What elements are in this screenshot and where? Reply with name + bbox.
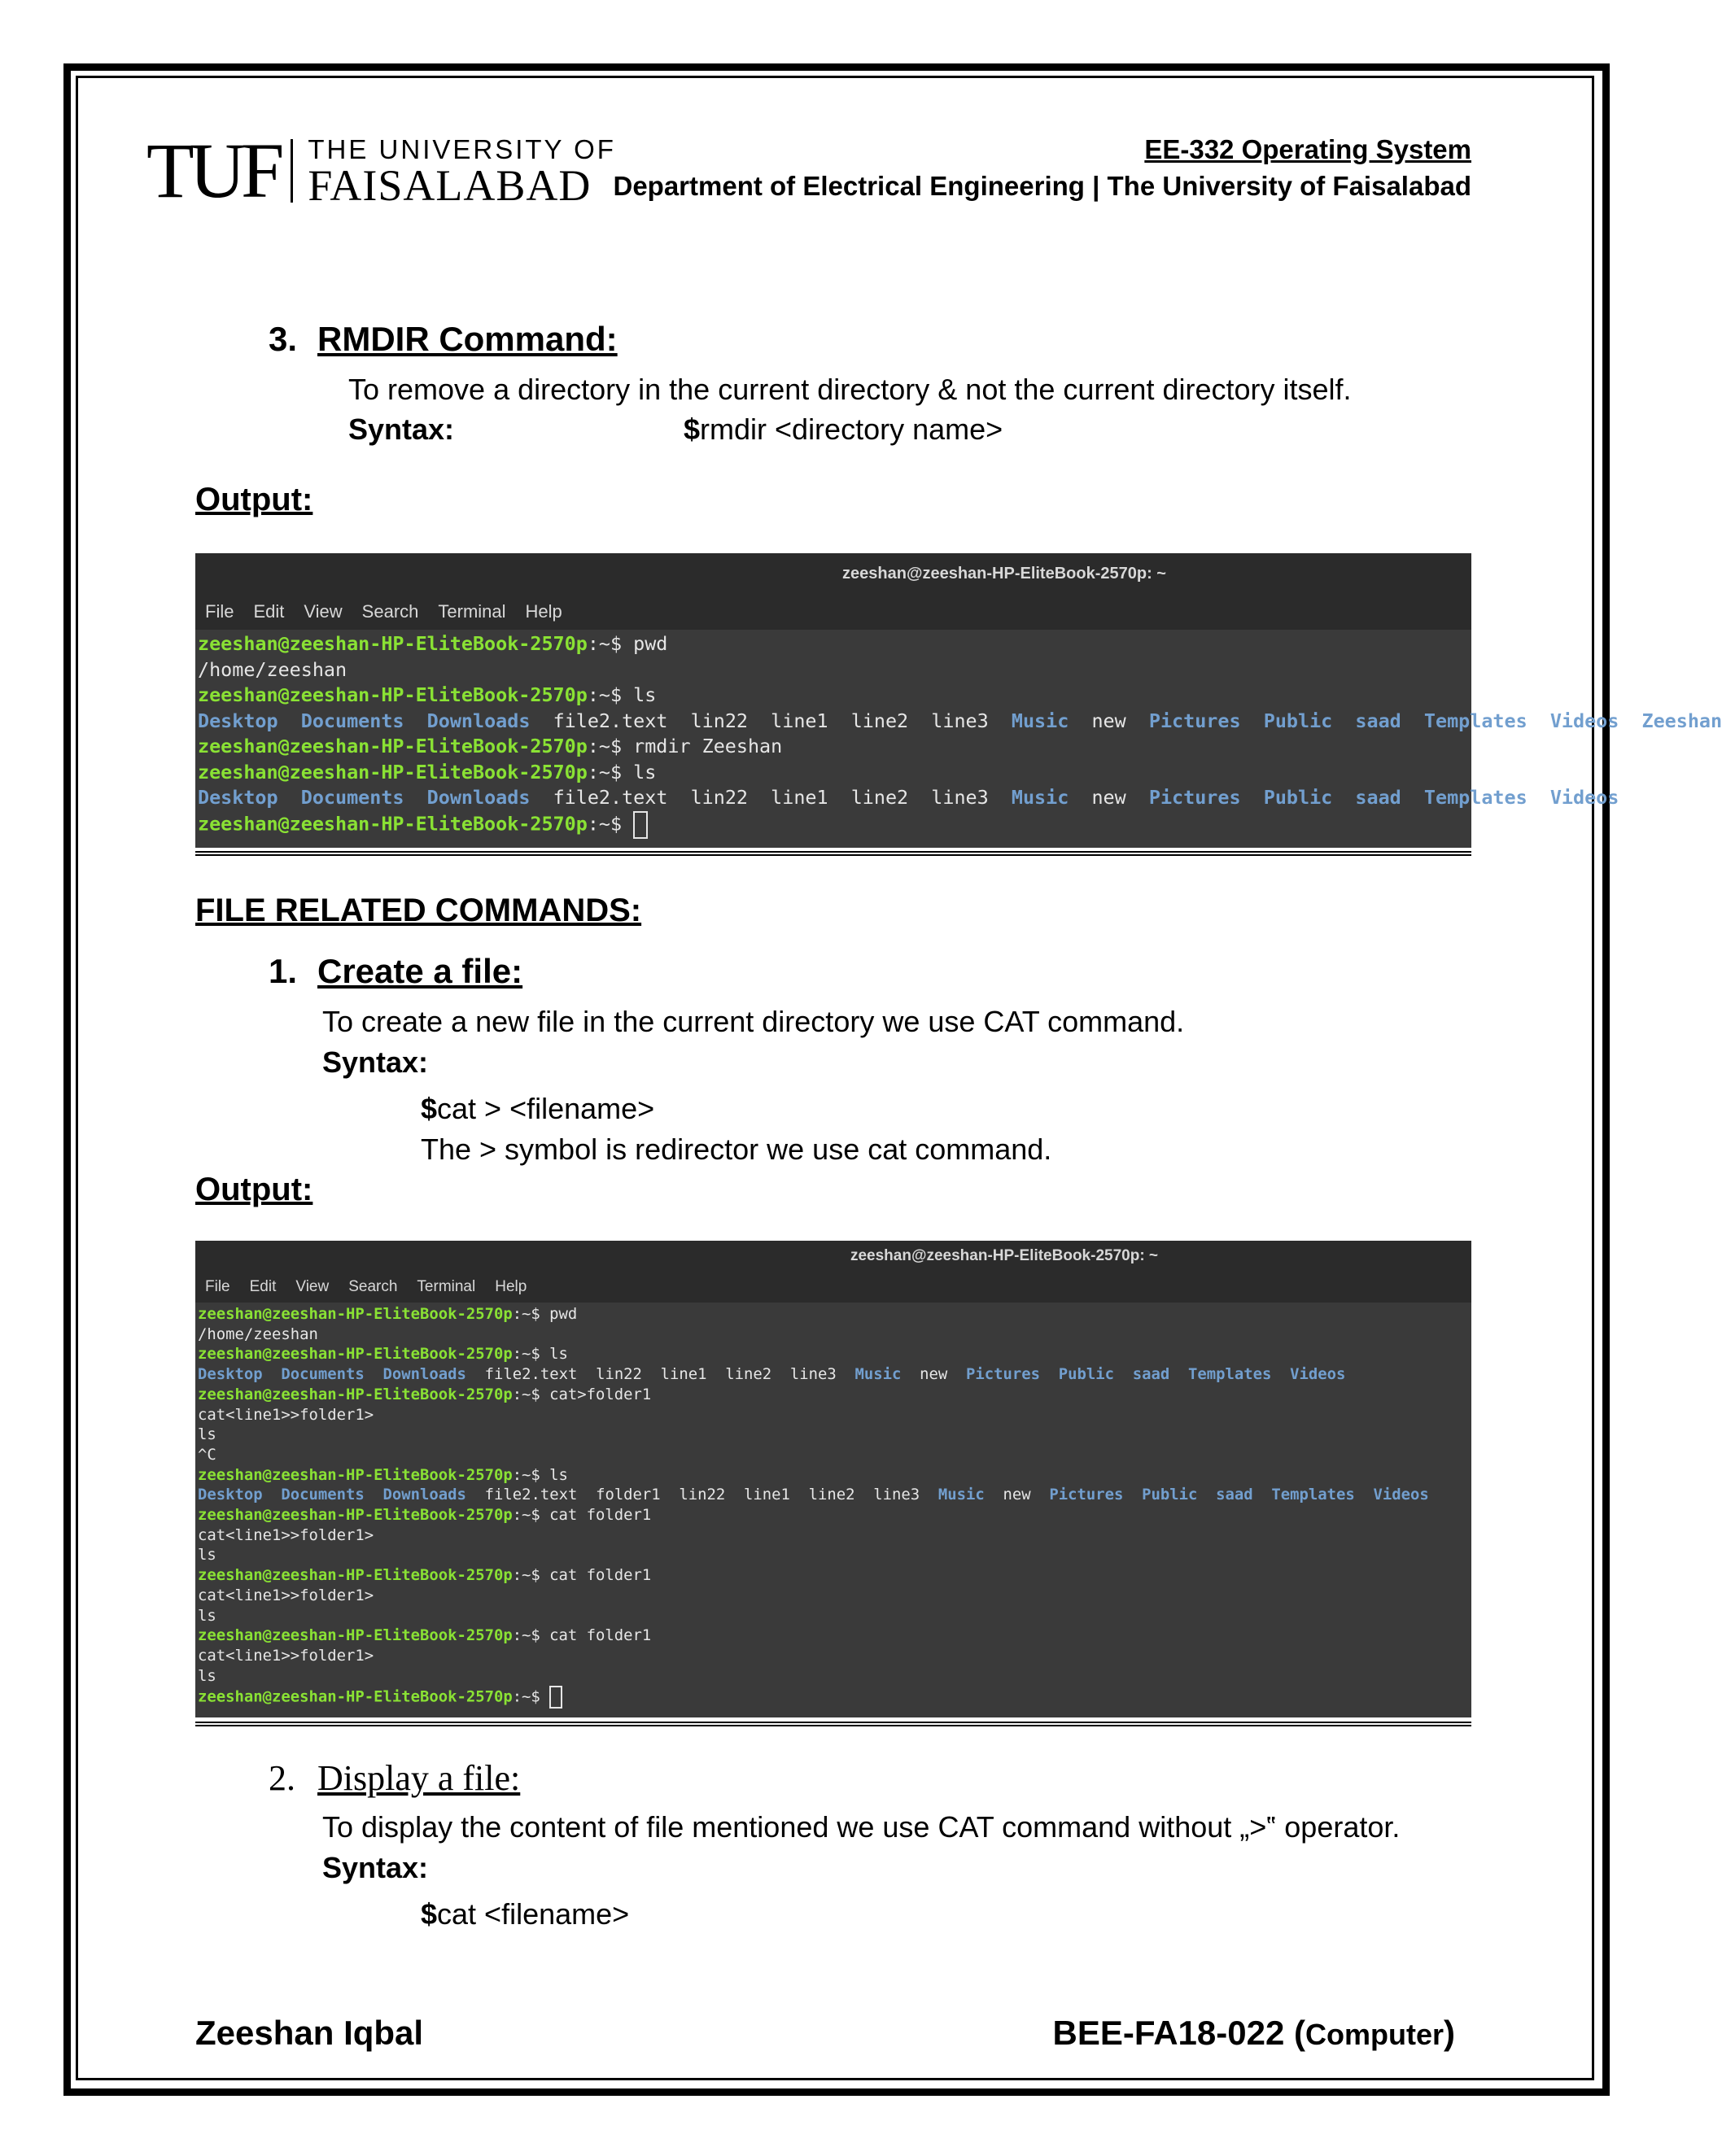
directory-name: Music [854,1365,902,1384]
menu-item-help[interactable]: Help [525,601,562,622]
rmdir-syntax-dollar: $ [684,412,701,446]
terminal-text: file2.text lin22 line1 line2 line3 [465,1365,855,1384]
display-file-heading: Display a file: [317,1758,521,1798]
university-logo [146,127,616,214]
terminal-cursor [549,1686,562,1709]
shell-prompt: zeeshan@zeeshan-HP-EliteBook-2570p [198,632,588,655]
shell-prompt: zeeshan@zeeshan-HP-EliteBook-2570p [198,1385,513,1403]
terminal-text [1332,709,1355,732]
terminal-text [1528,786,1550,809]
shell-prompt: zeeshan@zeeshan-HP-EliteBook-2570p [198,1305,513,1323]
directory-name: saad [1355,709,1401,732]
terminal-text [1114,1365,1133,1383]
terminal-text: :~$ rmdir Zeeshan [587,735,783,757]
directory-name: saad [1216,1486,1253,1504]
terminal-text [1197,1486,1216,1504]
directory-name: saad [1355,786,1401,809]
logo-line-1: THE UNIVERSITY OF [308,134,616,164]
directory-name: Videos [1290,1365,1346,1384]
terminal-line [198,1505,1471,1525]
terminal-line [198,1646,1471,1666]
terminal-text [1332,786,1355,809]
terminal-line [198,1586,1471,1606]
directory-name: saad [1132,1365,1170,1384]
terminal-text [1040,1365,1059,1383]
terminal-line [198,1304,1471,1325]
directory-name: Public [1263,709,1333,732]
menu-item-edit[interactable]: Edit [249,1278,277,1295]
terminal-text: :~$ ls [587,683,657,706]
shell-prompt: zeeshan@zeeshan-HP-EliteBook-2570p [198,760,588,783]
terminal-text: new [984,1486,1050,1504]
terminal-window-1 [195,553,1722,848]
terminal-text: new [1069,786,1149,809]
directory-name: Public [1142,1486,1198,1504]
terminal-window-2 [195,1241,1471,1717]
rmdir-heading: RMDIR Command: [317,320,618,358]
menu-item-edit[interactable]: Edit [253,601,285,622]
terminal-line [198,683,1471,709]
terminal-text [278,709,301,732]
directory-name: Downloads [382,1365,466,1384]
terminal-text: /home/zeeshan [198,1325,318,1343]
terminal-line [198,1626,1471,1646]
display-file-syntax-dollar: $ [421,1897,438,1931]
terminal-line [198,1425,1471,1445]
menu-item-file[interactable]: File [205,1278,230,1295]
terminal-line [198,785,1619,811]
terminal-text: :~$ [512,1687,550,1706]
footer-author: Zeeshan Iqbal [195,2014,424,2052]
directory-name: Templates [1423,786,1528,809]
terminal-text: file2.text folder1 lin22 line1 line2 line3 [465,1486,938,1504]
terminal-output [195,1303,1471,1709]
terminal-text: ls [198,1546,216,1565]
terminal-text [1271,1365,1290,1383]
terminal-text: ls [198,1666,216,1685]
footer-id-program: Computer [1305,2018,1444,2051]
directory-name: Templates [1271,1486,1355,1504]
terminal-text: :~$ ls [512,1345,568,1364]
rmdir-number: 3. [269,320,298,358]
directory-name: Music [1011,709,1069,732]
terminal-line [198,1465,1471,1486]
logo-mark: TUF [146,127,280,214]
terminal-text [1355,1486,1374,1504]
menu-item-view[interactable]: View [295,1278,330,1295]
terminal-titlebar: zeeshan@zeeshan-HP-EliteBook-2570p: ~ [195,1241,1471,1272]
create-file-syntax [421,1092,654,1126]
menu-item-search[interactable]: Search [361,601,419,622]
shell-prompt: zeeshan@zeeshan-HP-EliteBook-2570p [198,1465,513,1484]
directory-name: Documents [281,1486,365,1504]
terminal-text [1241,786,1264,809]
terminal-line [198,734,1471,760]
create-file-number: 1. [269,952,298,990]
footer-registration [1053,2014,1455,2053]
terminal-text [365,1486,383,1504]
terminal-line [198,1545,1471,1565]
menu-item-view[interactable]: View [304,601,343,622]
directory-name: Desktop [198,709,278,732]
terminal-line [198,1686,1471,1709]
divider-rule-2 [195,1722,1471,1726]
terminal-text: file2.text lin22 line1 line2 line3 [530,786,1012,809]
terminal-line [198,1606,1471,1626]
display-file-syntax [421,1897,629,1931]
terminal-text [365,1365,383,1383]
directory-name: Downloads [382,1486,466,1504]
directory-name: Desktop [198,1365,263,1384]
terminal-line [198,631,1471,657]
terminal-text: new [901,1365,967,1384]
terminal-text: :~$ cat folder1 [512,1626,652,1645]
terminal-text: ls [198,1425,216,1444]
terminal-titlebar: zeeshan@zeeshan-HP-EliteBook-2570p: ~ [195,553,1471,594]
create-file-syntax-dollar: $ [421,1092,438,1125]
terminal-line [198,1364,1471,1385]
directory-name: Documents [281,1365,365,1384]
shell-prompt: zeeshan@zeeshan-HP-EliteBook-2570p [198,1506,513,1525]
department-name: Department of Electrical Engineering | The University of Faisalabad [613,171,1471,201]
terminal-text: :~$ cat folder1 [512,1566,652,1585]
rmdir-syntax-label: Syntax: [348,412,455,446]
terminal-text: ^C [198,1445,216,1464]
terminal-text: cat<line1>>folder1> [198,1525,374,1544]
create-file-syntax-label: Syntax: [322,1045,429,1079]
terminal-text [1169,1365,1188,1383]
footer-id: BEE-FA18-022 ( [1052,2014,1305,2052]
terminal-menubar [195,594,1471,630]
terminal-text: cat<line1>>folder1> [198,1405,374,1424]
terminal-output [195,630,1722,839]
terminal-text: :~$ ls [512,1465,568,1484]
terminal-line [198,811,1471,839]
terminal-text [1123,1486,1142,1504]
display-file-syntax-label: Syntax: [322,1851,429,1884]
terminal-line [198,1525,1471,1546]
directory-name: Videos [1549,709,1619,732]
create-file-description: To create a new file in the current directory we use CAT command. [322,1005,1185,1038]
terminal-line [198,1565,1471,1586]
directory-name: Music [937,1486,985,1504]
display-file-number: 2. [269,1758,295,1798]
shell-prompt: zeeshan@zeeshan-HP-EliteBook-2570p [198,683,588,706]
shell-prompt: zeeshan@zeeshan-HP-EliteBook-2570p [198,1345,513,1364]
directory-name: Downloads [426,709,531,732]
menu-item-terminal[interactable]: Terminal [438,601,506,622]
shell-prompt: zeeshan@zeeshan-HP-EliteBook-2570p [198,1566,513,1585]
terminal-line [198,1344,1471,1364]
shell-prompt: zeeshan@zeeshan-HP-EliteBook-2570p [198,812,588,835]
directory-name: Documents [300,786,404,809]
shell-prompt: zeeshan@zeeshan-HP-EliteBook-2570p [198,735,588,757]
directory-name: Pictures [966,1365,1041,1384]
terminal-text [1241,709,1264,732]
directory-name: Videos [1549,786,1619,809]
terminal-text: cat<line1>>folder1> [198,1646,374,1665]
terminal-text [1528,709,1550,732]
terminal-text [1401,786,1424,809]
directory-name: Downloads [426,786,531,809]
terminal-text [263,1486,282,1504]
footer-id-close: ) [1444,2014,1455,2052]
shell-prompt: zeeshan@zeeshan-HP-EliteBook-2570p [198,1687,513,1706]
divider-rule-1 [195,851,1471,856]
terminal-line [198,1405,1471,1425]
terminal-line [198,1666,1471,1687]
terminal-line [198,1445,1471,1465]
terminal-text [263,1365,282,1383]
directory-name: Videos [1373,1486,1429,1504]
terminal-text: :~$ pwd [512,1305,578,1323]
directory-name: Pictures [1049,1486,1124,1504]
terminal-menubar [195,1272,1471,1303]
terminal-line [198,760,1471,786]
rmdir-syntax [684,412,1003,447]
menu-item-file[interactable]: File [205,601,234,622]
display-file-syntax-command: cat <filename> [437,1897,630,1931]
logo-divider [291,139,293,203]
course-title: EE-332 Operating System [1144,134,1471,164]
rmdir-description: To remove a directory in the current directory & not the current directory itself. [348,373,1352,406]
terminal-text [404,786,427,809]
terminal-text: :~$ cat>folder1 [512,1385,652,1403]
terminal-text [1401,709,1424,732]
directory-name: Music [1011,786,1069,809]
menu-item-search[interactable]: Search [348,1278,398,1295]
create-file-syntax-command: cat > <filename> [437,1092,655,1125]
terminal-text: :~$ cat folder1 [512,1506,652,1525]
rmdir-syntax-command: rmdir <directory name> [700,412,1003,446]
logo-line-2: FAISALABAD [308,161,592,210]
directory-name: Documents [300,709,404,732]
file-commands-heading: FILE RELATED COMMANDS: [195,893,642,928]
directory-name: Templates [1423,709,1528,732]
terminal-line [198,709,1722,735]
create-file-heading: Create a file: [317,952,523,990]
terminal-text: ls [198,1606,216,1625]
terminal-line [198,1325,1471,1345]
terminal-text: cat<line1>>folder1> [198,1586,374,1604]
output-label-2: Output: [195,1172,313,1207]
menu-item-terminal[interactable]: Terminal [417,1278,476,1295]
logo-wordmark [308,134,616,210]
terminal-text: :~$ ls [587,760,657,783]
output-label-1: Output: [195,482,313,517]
terminal-text: :~$ [587,812,634,835]
terminal-text [278,786,301,809]
terminal-text: /home/zeeshan [198,657,347,681]
terminal-text [1619,709,1641,732]
terminal-line [198,1385,1471,1405]
terminal-text: file2.text lin22 line1 line2 line3 [530,709,1012,732]
directory-name: Public [1263,786,1333,809]
display-file-description: To display the content of file mentioned we use CAT command without „>‟ operator. [322,1810,1401,1844]
terminal-text [1253,1486,1272,1504]
terminal-text [404,709,427,732]
terminal-text: new [1069,709,1149,732]
directory-name: Pictures [1148,786,1241,809]
directory-name: Desktop [198,786,278,809]
terminal-cursor [633,811,648,839]
terminal-line [198,657,1471,683]
directory-name: Templates [1188,1365,1272,1384]
directory-name: Public [1058,1365,1115,1384]
directory-name: Desktop [198,1486,263,1504]
menu-item-help[interactable]: Help [495,1278,527,1295]
create-file-note: The > symbol is redirector we use cat command. [421,1133,1052,1166]
shell-prompt: zeeshan@zeeshan-HP-EliteBook-2570p [198,1626,513,1645]
terminal-line [198,1485,1471,1505]
directory-name: Pictures [1148,709,1241,732]
terminal-text: :~$ pwd [587,632,668,655]
directory-name: Zeeshan [1641,709,1722,732]
